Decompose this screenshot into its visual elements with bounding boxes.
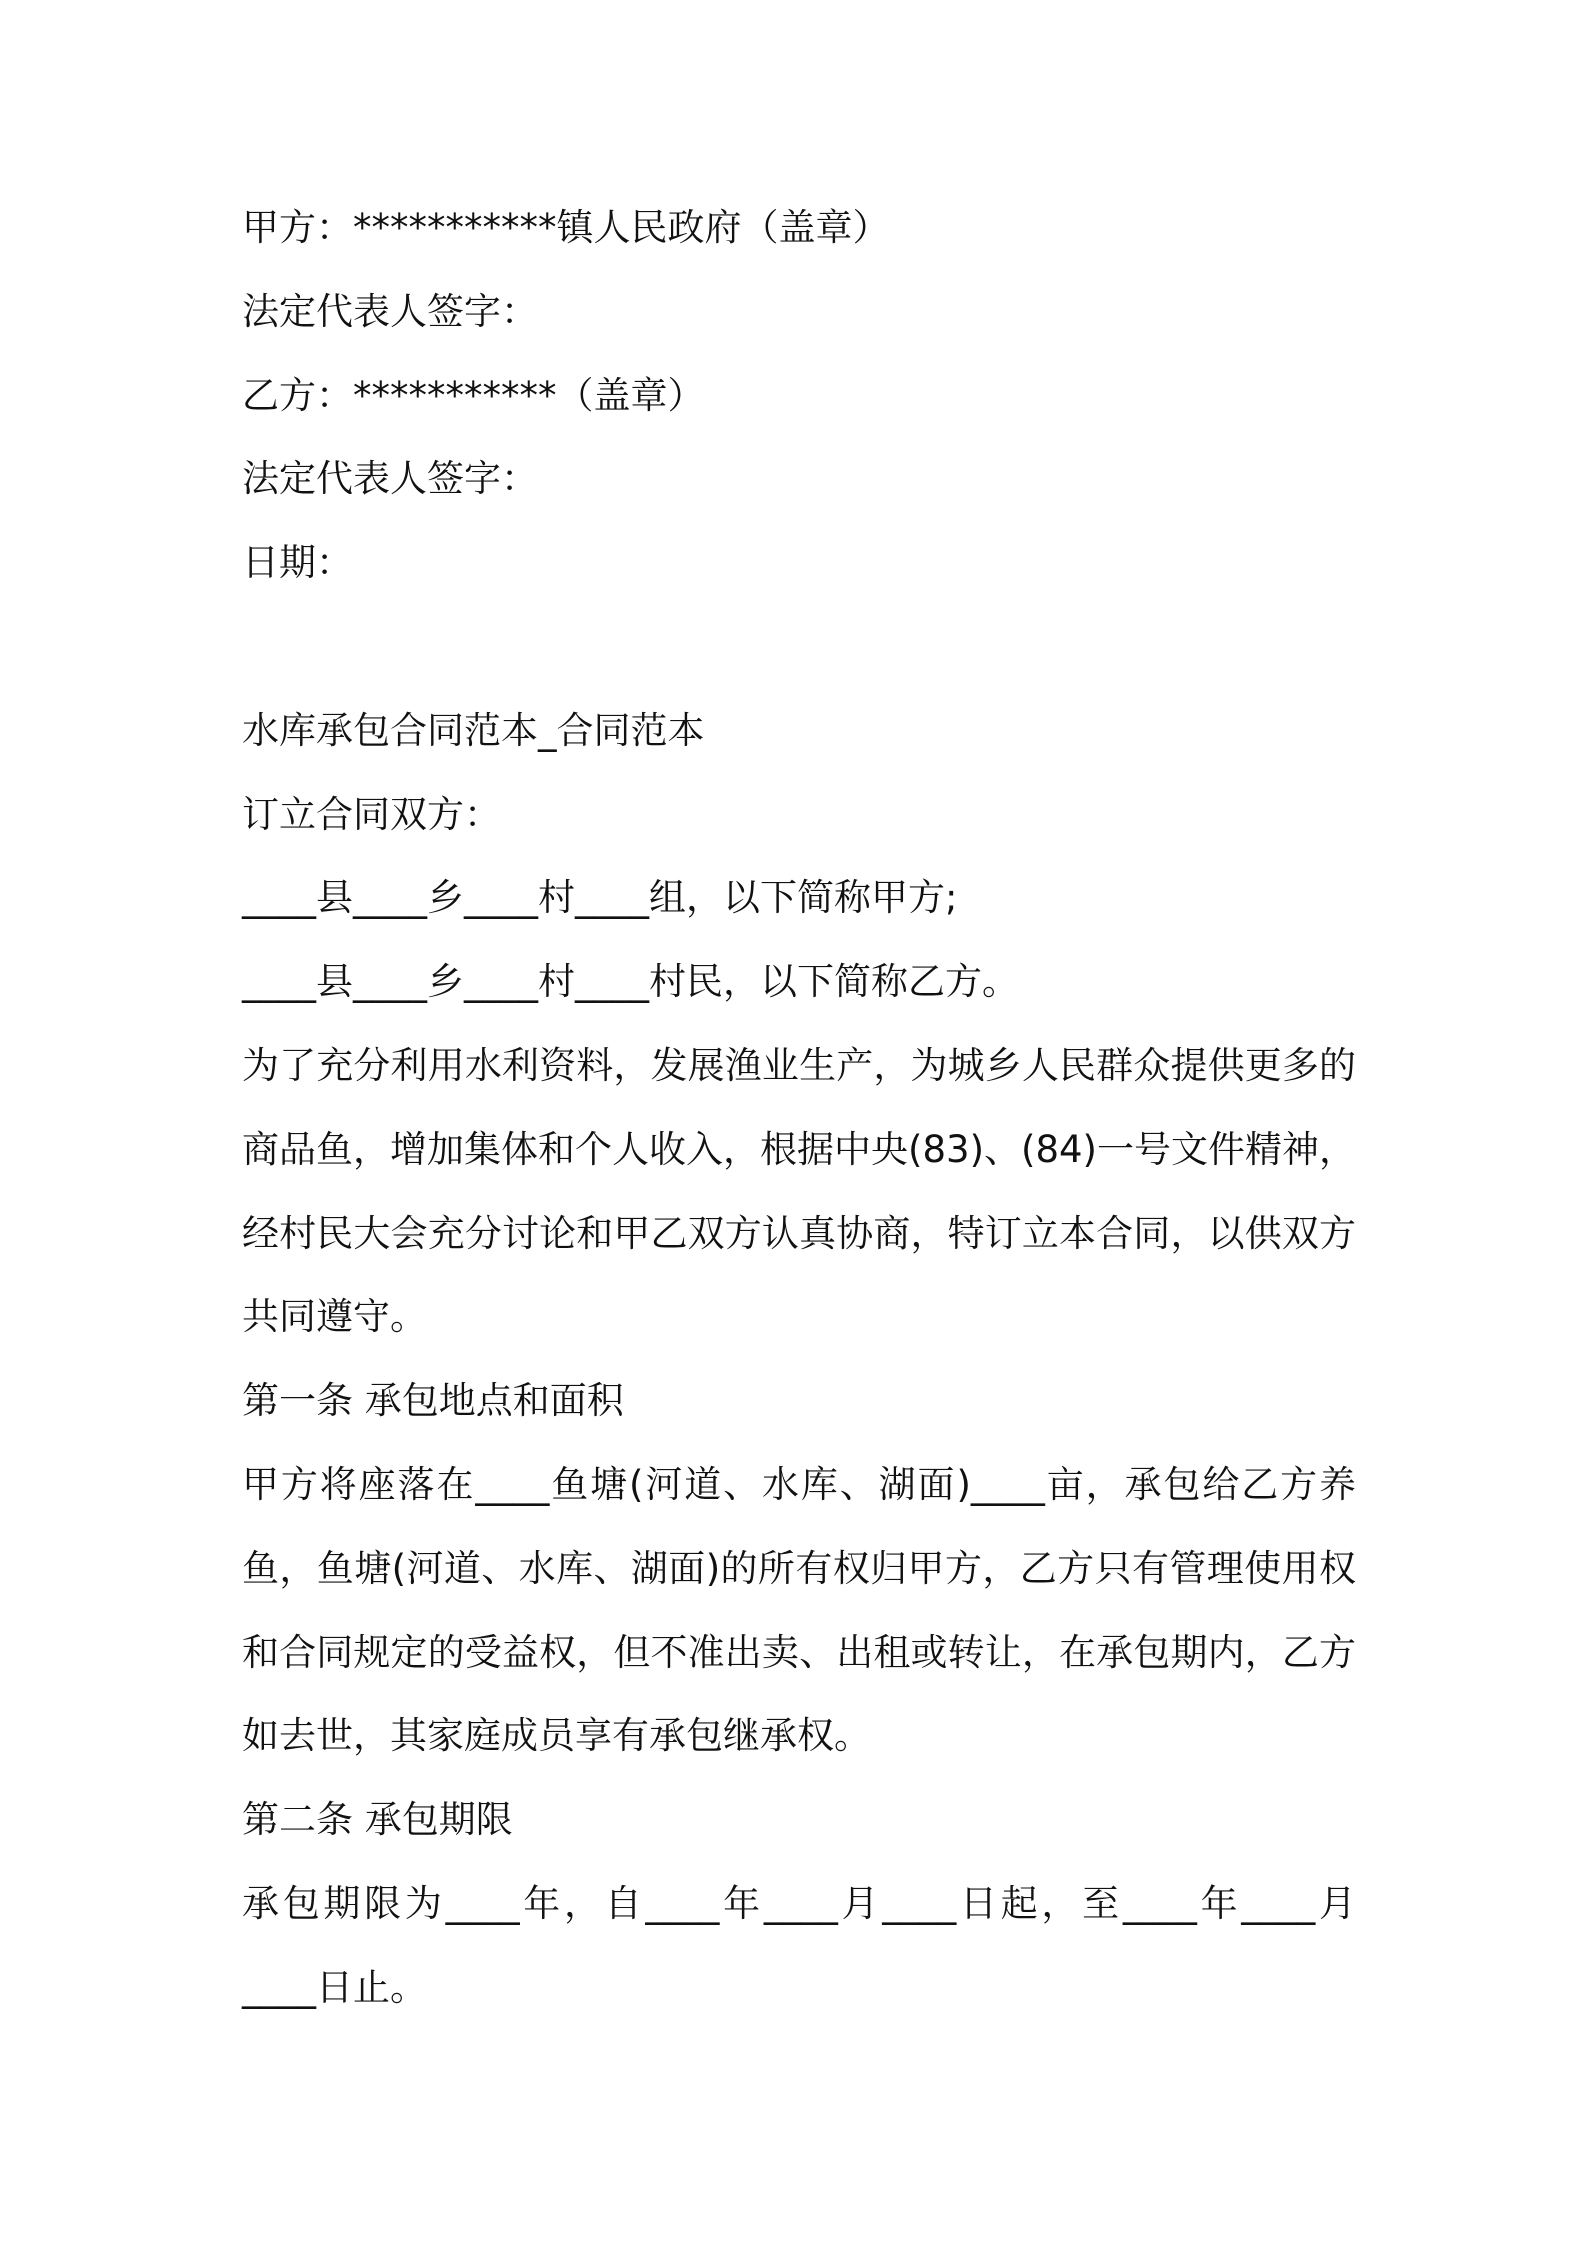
article-heading: 第二条 承包期限 xyxy=(242,1798,513,1842)
contract-body xyxy=(242,689,1356,2030)
paragraph-line: 和合同规定的受益权，但不准出卖、出租或转让，在承包期内，乙方 xyxy=(242,1630,1356,1674)
paragraph-line: 甲方将座落在____鱼塘(河道、水库、湖面)____亩，承包给乙方养 xyxy=(242,1462,1356,1506)
paragraph-line: 鱼，鱼塘(河道、水库、湖面)的所有权归甲方，乙方只有管理使用权 xyxy=(242,1546,1356,1590)
contract-title: 水库承包合同范本_合同范本 xyxy=(242,708,705,752)
paragraph-line: 商品鱼，增加集体和个人收入，根据中央(83)、(84)一号文件精神， xyxy=(242,1127,1356,1171)
party-b-representative-line: 法定代表人签字： xyxy=(242,457,538,501)
party-a-line: ____县____乡____村____组，以下简称甲方; xyxy=(242,876,958,920)
document-page xyxy=(242,186,1356,2030)
article-2 xyxy=(242,1778,1356,2029)
paragraph-line: ____日止。 xyxy=(242,1965,427,2009)
article-1 xyxy=(242,1359,1356,1778)
preamble-paragraph xyxy=(242,1024,1356,1359)
paragraph-line: 经村民大会充分讨论和甲乙双方认真协商，特订立本合同，以供双方 xyxy=(242,1211,1356,1255)
party-b-signature-line: 乙方：***********（盖章） xyxy=(242,373,705,417)
article-heading: 第一条 承包地点和面积 xyxy=(242,1379,624,1423)
paragraph-line: 如去世，其家庭成员享有承包继承权。 xyxy=(242,1714,871,1758)
paragraph-line: 为了充分利用水利资料，发展渔业生产，为城乡人民群众提供更多的 xyxy=(242,1043,1356,1087)
paragraph-line: 共同遵守。 xyxy=(242,1295,427,1339)
paragraph-line: 承包期限为____年，自____年____月____日起，至____年____月 xyxy=(242,1881,1356,1925)
signature-date-line: 日期： xyxy=(242,541,353,585)
party-a-signature-line: 甲方：***********镇人民政府（盖章） xyxy=(242,206,890,249)
signature-block xyxy=(242,186,1356,605)
party-b-line: ____县____乡____村____村民，以下简称乙方。 xyxy=(242,960,1019,1004)
spacer xyxy=(242,605,1356,689)
parties-heading: 订立合同双方： xyxy=(242,792,501,836)
party-a-representative-line: 法定代表人签字： xyxy=(242,289,538,333)
